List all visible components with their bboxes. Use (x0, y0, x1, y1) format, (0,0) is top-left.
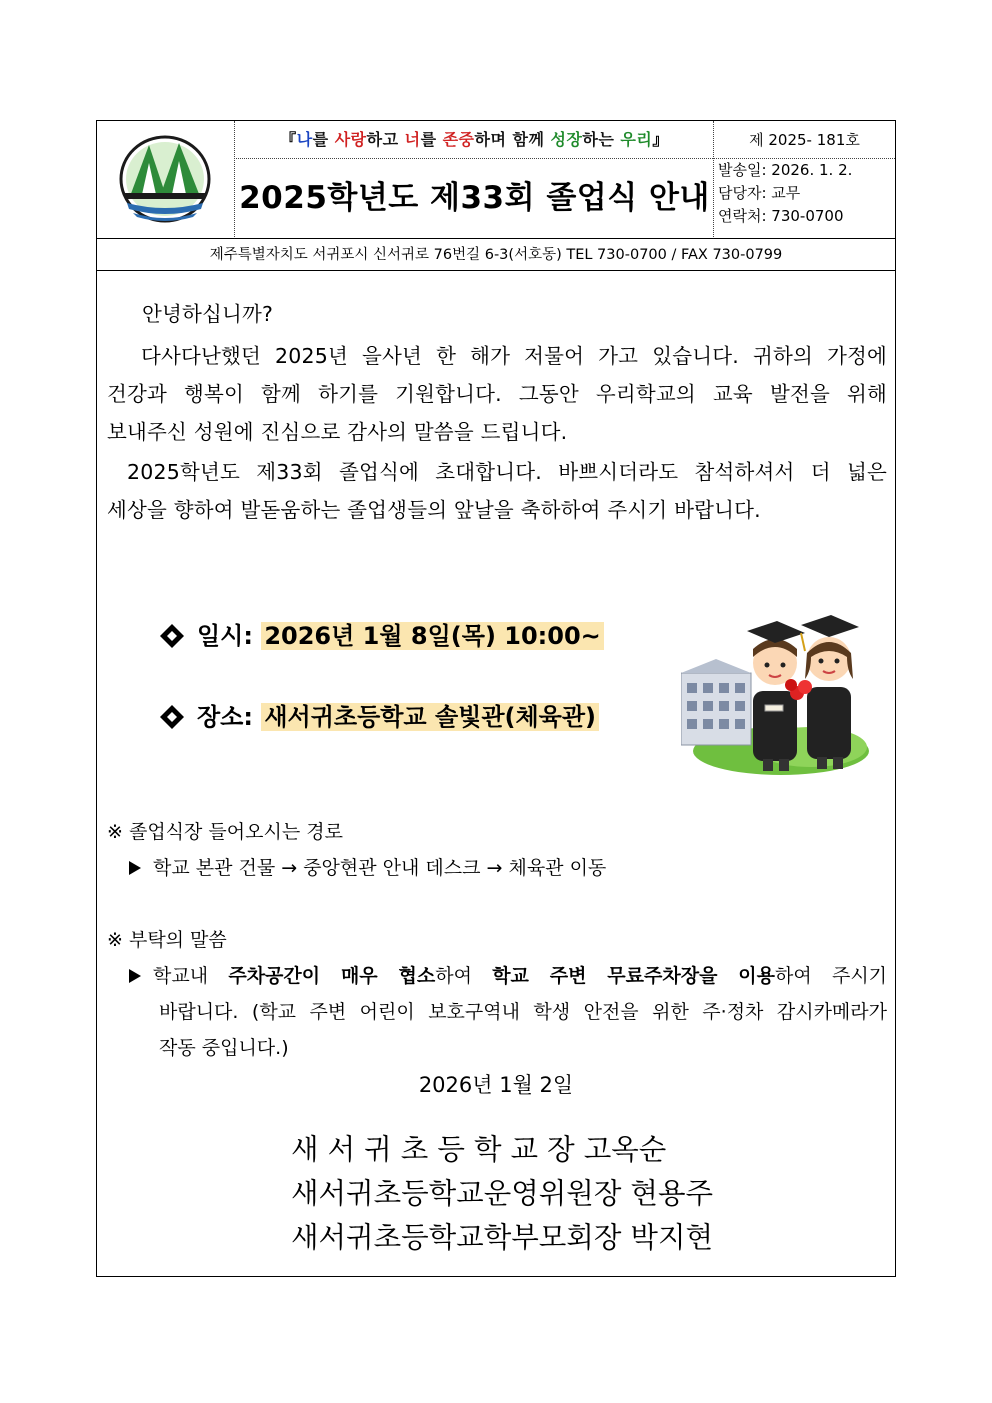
request-text: 하여 (435, 965, 493, 987)
signature-line: 새서귀초등학교운영위원장 현용주 (291, 1177, 714, 1210)
route-heading: ※ 졸업식장 들어오시는 경로 (107, 821, 343, 843)
motto-word: 존중 (442, 130, 475, 149)
greeting: 안녕하십니까? (142, 302, 274, 326)
motto-word: 너 (404, 130, 421, 149)
event-date-label: 일시: (197, 622, 253, 650)
request-text: 하여 주시기 (774, 965, 888, 987)
signature-name: 고옥순 (583, 1133, 667, 1166)
diamond-bullet-icon (159, 623, 185, 649)
graduates-illustration (681, 601, 869, 781)
request-emphasis: 주차공간이 매우 협소 (228, 965, 436, 987)
contact-number: 연락처: 730-0700 (718, 207, 844, 225)
paragraph-line: 다사다난했던 2025년 을사년 한 해가 저물어 가고 있습니다. 귀하의 가정에 (141, 344, 887, 368)
person-in-charge: 담당자: 교무 (718, 184, 801, 202)
motto-word: 사랑 (334, 130, 367, 149)
paragraph-line: 2025학년도 제33회 졸업식에 초대합니다. 바쁘시더라도 참석하셔서 더 넓은 (127, 460, 887, 484)
event-place-label: 장소: (197, 703, 253, 731)
request-line (129, 961, 887, 988)
paragraph-line: 보내주신 성원에 진심으로 감사의 말씀을 드립니다. (107, 420, 568, 444)
motto-word: 를 (312, 130, 335, 149)
signature-line (291, 1127, 666, 1168)
motto-word: 를 (420, 130, 443, 149)
motto-open-bracket: 『 (280, 130, 297, 149)
letter-header (97, 121, 895, 239)
school-logo (119, 135, 211, 223)
sent-date: 발송일: 2026. 1. 2. (718, 161, 853, 179)
document-meta (718, 159, 852, 228)
triangle-bullet-icon (129, 969, 141, 983)
document-frame (96, 120, 896, 1277)
logo-cell (97, 121, 235, 237)
motto-word: 하는 (582, 130, 621, 149)
motto-word: 나 (296, 130, 313, 149)
diamond-bullet-icon (159, 704, 185, 730)
school-motto (236, 121, 713, 159)
route-item (129, 853, 606, 880)
triangle-bullet-icon (129, 861, 141, 875)
paragraph-line: 건강과 행복이 함께 하기를 기원합니다. 그동안 우리학교의 교육 발전을 위해 (107, 382, 887, 406)
motto-word: 성장 (550, 130, 583, 149)
motto-word: 하며 함께 (474, 130, 551, 149)
event-date-value: 2026년 1월 8일(목) 10:00~ (261, 622, 603, 650)
request-line: 작동 중입니다.) (159, 1037, 289, 1059)
request-line: 바랍니다. (학교 주변 어린이 보호구역내 학생 안전을 위한 주·정차 감시카메라가 (159, 1001, 887, 1023)
signature-title: 새 서 귀 초 등 학 교 장 (291, 1133, 575, 1166)
signature-line: 새서귀초등학교학부모회장 박지현 (291, 1221, 714, 1254)
document-number: 제 2025- 181호 (714, 121, 895, 159)
issue-date: 2026년 1월 2일 (418, 1073, 574, 1097)
paragraph-line: 세상을 향하여 발돋움하는 졸업생들의 앞날을 축하하여 주시기 바랍니다. (107, 498, 761, 522)
page-title: 2025학년도 제33회 졸업식 안내 (239, 180, 710, 216)
motto-close-bracket: 』 (652, 130, 669, 149)
request-emphasis: 학교 주변 무료주차장을 이용 (492, 965, 775, 987)
event-date (159, 618, 604, 654)
request-text: 학교내 (153, 965, 229, 987)
request-heading: ※ 부탁의 말씀 (107, 929, 227, 951)
event-place-value: 새서귀초등학교 솔빛관(체육관) (261, 703, 599, 731)
document-info (713, 121, 895, 237)
route-text: 학교 본관 건물 → 중앙현관 안내 데스크 → 체육관 이동 (153, 857, 607, 879)
motto-word: 우리 (620, 130, 653, 149)
event-place (159, 699, 599, 735)
motto-word: 하고 (366, 130, 405, 149)
school-address: 제주특별자치도 서귀포시 신서귀로 76번길 6-3(서호동) TEL 730-0700 / FAX 730-0799 (97, 239, 895, 271)
